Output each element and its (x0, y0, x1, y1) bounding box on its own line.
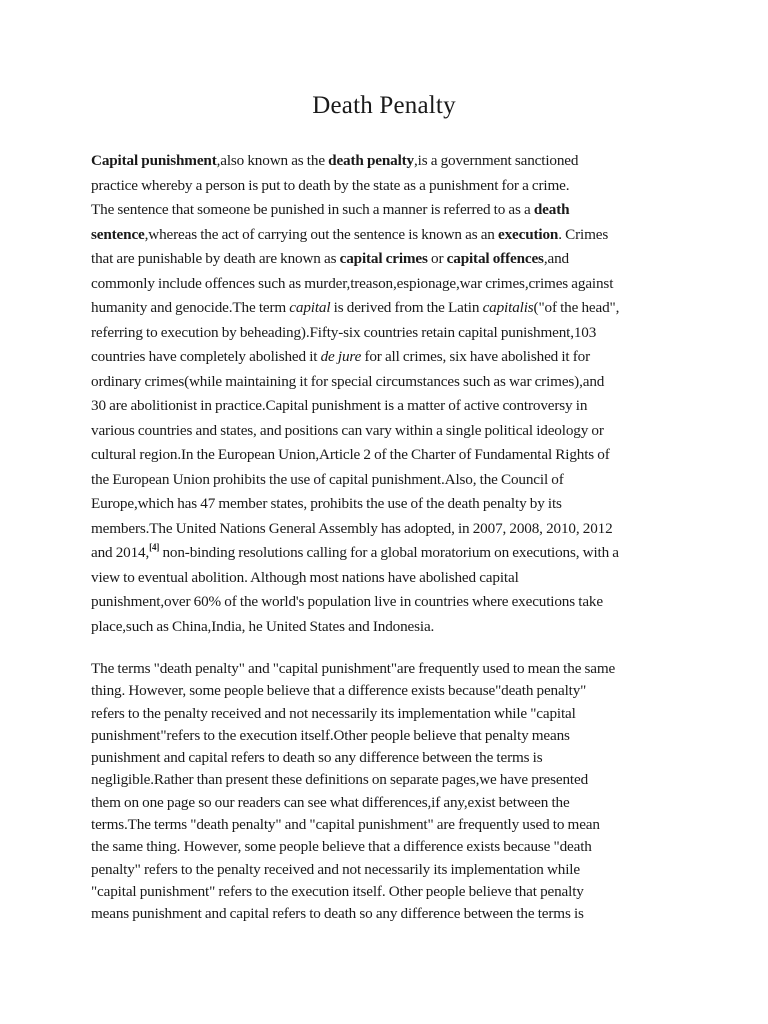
text-run: the same thing. However, some people believe that a difference exists because "death (91, 838, 592, 856)
text-line (91, 590, 691, 615)
text-line (91, 174, 691, 199)
text-line (91, 747, 691, 769)
text-run: . Crimes (558, 225, 609, 243)
text-line (91, 296, 691, 321)
text-run: ordinary crimes(while maintaining it for special circumstances such as war crimes),and (91, 372, 605, 390)
text-line (91, 859, 691, 881)
page-title: Death Penalty (312, 92, 456, 119)
text-run: "capital punishment" refers to the execution itself. Other people believe that penalty (91, 882, 584, 900)
bold-term: capital crimes (339, 250, 428, 267)
text-run: for all crimes, six have abolished it for (361, 348, 590, 365)
bold-term: capital offences (446, 250, 544, 267)
text-run: thing. However, some people believe that a difference exists because"death penalty" (91, 682, 587, 700)
text-run: Europe,which has 47 member states, prohibits the use of the death penalty by its (91, 495, 562, 512)
text-line (91, 443, 691, 468)
bold-term: death (533, 201, 570, 218)
bold-term: sentence (91, 225, 145, 243)
text-run: The terms "death penalty" and "capital punishment"are frequently used to mean the same (91, 660, 616, 677)
text-line (91, 223, 691, 248)
text-run: ("of the head", (533, 299, 620, 316)
text-run: ,and (543, 250, 569, 267)
bold-term: Capital punishment (91, 152, 217, 169)
text-run: the European Union prohibits the use of capital punishment.Also, the Council of (91, 470, 564, 488)
citation-link[interactable]: [4] (149, 542, 160, 552)
text-line (91, 198, 691, 223)
text-run: ,also known as the (216, 152, 329, 169)
text-run: punishment,over 60% of the world's population live in countries where executions take (91, 593, 603, 610)
text-run: countries have completely abolished it (91, 348, 321, 365)
text-run: refers to the penalty received and not necessarily its implementation while "capital (91, 704, 576, 722)
text-line (91, 517, 691, 542)
text-line (91, 881, 691, 903)
text-run: The sentence that someone be punished in such a manner is referred to as a (91, 201, 534, 218)
text-run: place,such as China,India, he United States and Indonesia. (91, 617, 435, 635)
text-run: various countries and states, and positions can vary within a single political ideology or (91, 421, 604, 439)
text-line (91, 836, 691, 858)
text-run: them on one page so our readers can see what differences,if any,exist between the (91, 793, 570, 811)
bold-term: death penalty (328, 152, 415, 169)
text-run: members.The United Nations General Assembly has adopted, in 2007, 2008, 2010, 2012 (91, 519, 613, 537)
text-line (91, 792, 691, 814)
text-line (91, 903, 691, 925)
text-run: commonly include offences such as murder,treason,espionage,war crimes,crimes against (91, 274, 614, 292)
text-run: punishment"refers to the execution itself.Other people believe that penalty means (91, 726, 570, 744)
text-line (91, 680, 691, 702)
italic-term: capital (289, 299, 331, 316)
text-line (91, 247, 691, 272)
text-run: means punishment and capital refers to death so any difference between the terms is (91, 905, 584, 923)
text-run: non-binding resolutions calling for a global moratorium on executions, with a (159, 544, 619, 561)
text-run: that are punishable by death are known as (91, 250, 340, 267)
text-line (91, 468, 691, 493)
text-run: view to eventual abolition. Although most nations have abolished capital (91, 568, 519, 586)
text-line (91, 370, 691, 395)
italic-term: de jure (320, 348, 362, 365)
text-line (91, 566, 691, 591)
paragraph-2 (91, 658, 691, 926)
text-line (91, 345, 691, 370)
text-line (91, 541, 691, 566)
italic-term: capitalis (482, 299, 534, 316)
text-line (91, 725, 691, 747)
text-line (91, 615, 691, 640)
text-line (91, 394, 691, 419)
bold-term: execution (498, 225, 559, 243)
text-run: referring to execution by beheading).Fifty-six countries retain capital punishment,103 (91, 323, 597, 341)
text-line (91, 703, 691, 725)
text-run: or (427, 250, 447, 267)
text-run: ,whereas the act of carrying out the sentence is known as an (144, 225, 498, 243)
text-run: cultural region.In the European Union,Article 2 of the Charter of Fundamental Rights of (91, 446, 610, 463)
text-run: is derived from the Latin (330, 299, 483, 316)
text-line (91, 658, 691, 680)
text-line (91, 321, 691, 346)
text-line (91, 814, 691, 836)
text-run: penalty" refers to the penalty received and not necessarily its implementation while (91, 860, 580, 878)
text-run: punishment and capital refers to death so any difference between the terms is (91, 749, 543, 767)
text-run: ,is a government sanctioned (414, 152, 579, 169)
text-line (91, 492, 691, 517)
text-run: humanity and genocide.The term (91, 299, 290, 316)
text-run: 30 are abolitionist in practice.Capital punishment is a matter of active controversy in (91, 397, 588, 414)
text-line (91, 272, 691, 297)
text-run: negligible.Rather than present these definitions on separate pages,we have presented (91, 771, 589, 789)
text-run: terms.The terms "death penalty" and "capital punishment" are frequently used to mean (91, 816, 600, 834)
text-run: practice whereby a person is put to death by the state as a punishment for a crime. (91, 176, 570, 194)
text-line (91, 769, 691, 791)
paragraph-1 (91, 149, 691, 639)
text-line (91, 149, 691, 174)
text-line (91, 419, 691, 444)
text-run: and 2014, (91, 544, 150, 561)
